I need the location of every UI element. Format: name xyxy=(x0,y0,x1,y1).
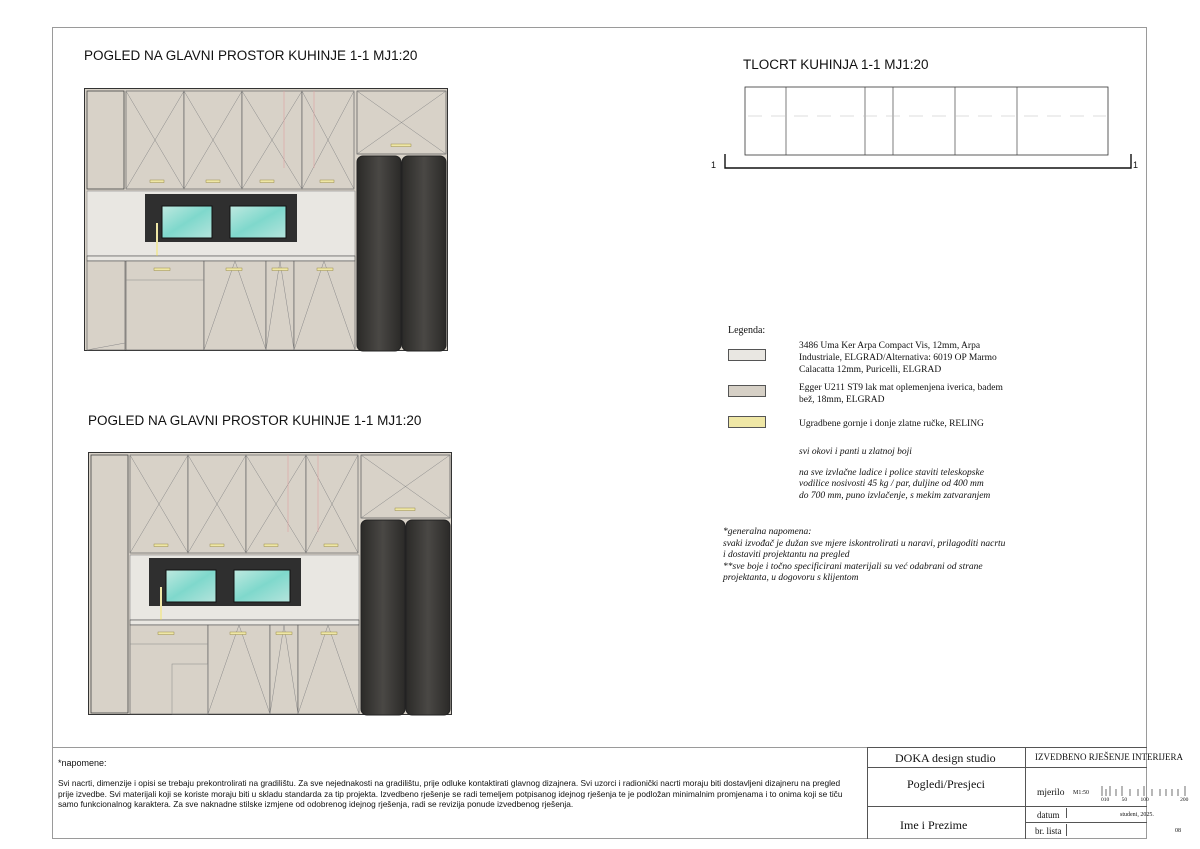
scale-label: mjerilo xyxy=(1037,788,1065,798)
elevation-title-top: POGLED NA GLAVNI PROSTOR KUHINJE 1-1 MJ1:20 xyxy=(84,48,418,63)
sheet-number-label: br. lista xyxy=(1035,826,1062,836)
kitchen-elevation-bottom xyxy=(88,452,454,716)
notes-heading: *napomene: xyxy=(58,758,107,768)
elevation-title-bottom: POGLED NA GLAVNI PROSTOR KUHINJE 1-1 MJ1:20 xyxy=(88,413,422,428)
legend-item-handles: Ugradbene gornje i donje zlatne ručke, RELING xyxy=(799,419,984,429)
legend-swatch-handles xyxy=(728,416,766,428)
date-value: studeni, 2025. xyxy=(1120,812,1154,818)
legend-item-cabinet-board: Egger U211 ST9 lak mat oplemenjena iverica, badem bež, 18mm, ELGRAD xyxy=(799,383,1003,405)
kitchen-floor-plan xyxy=(710,84,1150,174)
notes-body: Svi nacrti, dimenzije i opisi se trebaju prekontrolirati na gradilištu. Za sve nejednakosti na gradilištu, prije odluke kontaktirati glavnog dizajnera. Svi uzorci i radionički nacrti moraju biti dostavljeni dizajneru na pregled prije izvedbe. Svi materijali koji se koriste moraju biti u skladu standarda za tip projekta. Izvedbeno rješenje se radi temeljem potpisanog idejnog rješenja te je podložan minimalnim promjenama i to onima koji se tiču samo funkcionalnog karaktera. Za sve naknadne stilske izmjene od odobrenog idejnog rješenja, radi se revizija ponude izvedbenog rješenja. xyxy=(58,778,843,809)
title-block xyxy=(867,747,869,839)
legend-heading: Legenda: xyxy=(728,325,766,336)
date-label: datum xyxy=(1037,810,1060,820)
kitchen-elevation-top xyxy=(84,88,450,352)
legend-swatch-cabinet-board xyxy=(728,385,766,397)
scale-tick-labels: 010 50 100 200 xyxy=(1101,797,1189,803)
legend-item-worktop: 3486 Uma Ker Arpa Compact Vis, 12mm, Arpa Industriale, ELGRAD/Alternativa: 6019 OP Marmo Calacatta 12mm, Puricelli, ELGRAD xyxy=(799,341,997,375)
plan-title: TLOCRT KUHINJA 1-1 MJ1:20 xyxy=(743,57,929,72)
studio-name: DOKA design studio xyxy=(895,751,996,765)
section-mark-left: 1 xyxy=(711,160,717,170)
section-mark-right: 1 xyxy=(1133,160,1139,170)
general-note: *generalna napomena: svaki izvođač je dužan sve mjere iskontrolirati u naravi, prilagoditi nacrtu i dostaviti projektantu na pregled **sve boje i točno specificirani materijali su već odabrani od strane projektanta, u dogovoru s klijentom xyxy=(723,527,1006,583)
sheet-number: 08 xyxy=(1175,828,1181,834)
legend-swatch-worktop xyxy=(728,349,766,361)
project-type: IZVEDBENO RJEŠENJE INTERIJERA xyxy=(1035,752,1183,762)
scale-value: M1:50 xyxy=(1073,790,1090,796)
sheet-name: Pogledi/Presjeci xyxy=(907,777,985,791)
legend-notes: svi okovi i panti u zlatnoj boji na sve izvlačne ladice i police staviti teleskopske vodilice nosivosti 45 kg / par, duljine od 400 mm do 700 mm, puno izvlačenje, s mekim zatvaranjem xyxy=(799,447,991,501)
author-name: Ime i Prezime xyxy=(900,818,968,832)
